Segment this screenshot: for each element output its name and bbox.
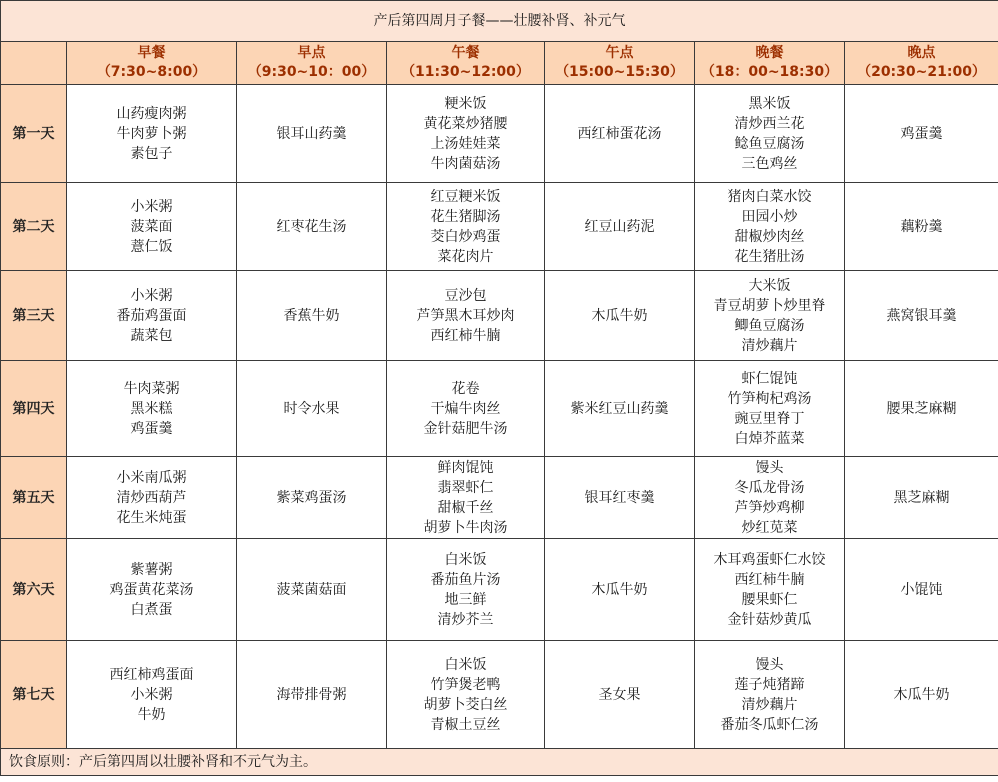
dish-item: 清炒藕片	[741, 696, 798, 713]
meal-cell-evening-snack	[845, 361, 998, 457]
dish-item: 冬瓜龙骨汤	[734, 479, 805, 496]
dish-item: 虾仁馄饨	[741, 370, 798, 387]
meal-cell-evening-snack	[845, 271, 998, 361]
meal-cell-evening-snack	[845, 539, 998, 641]
dish-item: 番茄鸡蛋面	[116, 307, 187, 324]
dish-item: 芦笋黑木耳炒肉	[416, 307, 515, 324]
dish-item: 青椒土豆丝	[430, 716, 501, 733]
dish-item: 紫薯粥	[130, 561, 173, 578]
meal-cell-dinner	[695, 85, 845, 183]
meal-cell-lunch	[387, 271, 545, 361]
meal-cell-lunch	[387, 539, 545, 641]
dish-item: 海带排骨粥	[276, 686, 347, 703]
column-header-lunch	[387, 42, 545, 85]
meal-cell-breakfast	[67, 539, 237, 641]
day-label: 第二天	[1, 183, 67, 271]
dish-item: 木瓜牛奶	[591, 581, 648, 598]
column-name: 晚餐	[755, 45, 784, 61]
dish-item: 金针菇炒黄瓜	[727, 611, 812, 628]
meal-cell-lunch	[387, 361, 545, 457]
dish-item: 牛奶	[137, 706, 166, 723]
meal-cell-breakfast	[67, 85, 237, 183]
column-header-evening-snack	[845, 42, 998, 85]
dish-item: 竹笋枸杞鸡汤	[727, 390, 812, 407]
day-label: 第七天	[1, 641, 67, 749]
day-row	[1, 641, 998, 749]
dish-item: 山药瘦肉粥	[116, 105, 187, 122]
dish-item: 花生猪脚汤	[430, 208, 501, 225]
dish-item: 白米饭	[444, 551, 487, 568]
dish-item: 金针菇肥牛汤	[423, 420, 508, 437]
dish-item: 蔬菜包	[130, 327, 173, 344]
meal-cell-evening-snack	[845, 183, 998, 271]
column-name: 午点	[605, 45, 634, 61]
dish-item: 木耳鸡蛋虾仁水饺	[713, 551, 826, 568]
column-name: 早点	[297, 45, 326, 61]
dish-item: 鸡蛋黄花菜汤	[109, 581, 194, 598]
column-time: （20:30~21:00）	[857, 64, 986, 80]
dish-item: 清炒藕片	[741, 337, 798, 354]
dish-item: 花生猪肚汤	[734, 248, 805, 265]
dish-item: 番茄鱼片汤	[430, 571, 501, 588]
dish-item: 大米饭	[748, 277, 791, 294]
meal-cell-morning-snack	[237, 457, 387, 539]
dish-item: 菠菜面	[130, 218, 173, 235]
dish-item: 鲫鱼豆腐汤	[734, 317, 805, 334]
dish-item: 黑芝麻糊	[893, 489, 950, 506]
meal-cell-evening-snack	[845, 641, 998, 749]
dish-item: 馒头	[755, 459, 784, 476]
meal-cell-dinner	[695, 457, 845, 539]
day-row	[1, 361, 998, 457]
dish-item: 腰果芝麻糊	[886, 400, 957, 417]
meal-cell-dinner	[695, 539, 845, 641]
dish-item: 翡翠虾仁	[437, 479, 494, 496]
dish-item: 木瓜牛奶	[591, 307, 648, 324]
dish-item: 胡萝卜牛肉汤	[423, 519, 508, 536]
column-header-breakfast	[67, 42, 237, 85]
day-label: 第三天	[1, 271, 67, 361]
dish-item: 鸡蛋羹	[130, 420, 173, 437]
dish-item: 银耳山药羹	[276, 125, 347, 142]
title-row	[1, 1, 998, 42]
dish-item: 鲜肉馄饨	[437, 459, 494, 476]
dish-item: 牛肉菜粥	[123, 380, 180, 397]
meal-cell-lunch	[387, 85, 545, 183]
dish-item: 花卷	[451, 380, 480, 397]
dish-item: 甜椒炒肉丝	[734, 228, 805, 245]
dish-item: 黑米饭	[748, 95, 791, 112]
day-row	[1, 457, 998, 539]
dish-item: 腰果虾仁	[741, 591, 798, 608]
dish-item: 猪肉白菜水饺	[727, 188, 812, 205]
dish-item: 时令水果	[283, 400, 340, 417]
page-title: 产后第四周月子餐——壮腰补肾、补元气	[1, 1, 998, 42]
meal-cell-lunch	[387, 457, 545, 539]
dish-item: 西红柿蛋花汤	[577, 125, 662, 142]
dish-item: 茭白炒鸡蛋	[430, 228, 501, 245]
column-header-dinner	[695, 42, 845, 85]
dish-item: 西红柿鸡蛋面	[109, 666, 194, 683]
dish-item: 牛肉萝卜粥	[116, 125, 187, 142]
meal-cell-morning-snack	[237, 183, 387, 271]
meal-cell-morning-snack	[237, 641, 387, 749]
dish-item: 牛肉菌菇汤	[430, 155, 501, 172]
dish-item: 花生米炖蛋	[116, 509, 187, 526]
column-time: （18：00~18:30）	[700, 64, 839, 80]
day-label: 第一天	[1, 85, 67, 183]
dish-item: 干煸牛肉丝	[430, 400, 501, 417]
meal-cell-lunch	[387, 641, 545, 749]
dish-item: 白米饭	[444, 656, 487, 673]
dish-item: 小米南瓜粥	[116, 469, 187, 486]
meal-cell-dinner	[695, 271, 845, 361]
column-time: （15:00~15:30）	[555, 64, 684, 80]
day-row	[1, 271, 998, 361]
dish-item: 竹笋煲老鸭	[430, 676, 501, 693]
dish-item: 地三鲜	[444, 591, 487, 608]
meal-cell-morning-snack	[237, 361, 387, 457]
dish-item: 小米粥	[130, 198, 173, 215]
day-label: 第五天	[1, 457, 67, 539]
dish-item: 豆沙包	[444, 287, 487, 304]
meal-cell-lunch	[387, 183, 545, 271]
dish-item: 红豆粳米饭	[430, 188, 501, 205]
dish-item: 西红柿牛腩	[430, 327, 501, 344]
meal-cell-dinner	[695, 641, 845, 749]
dish-item: 紫菜鸡蛋汤	[276, 489, 347, 506]
dish-item: 豌豆里脊丁	[734, 410, 805, 427]
column-time: （7:30~8:00）	[96, 64, 207, 80]
meal-cell-breakfast	[67, 271, 237, 361]
dish-item: 银耳红枣羹	[584, 489, 655, 506]
dish-item: 菜花肉片	[437, 248, 494, 265]
dish-item: 三色鸡丝	[741, 155, 798, 172]
dish-item: 粳米饭	[444, 95, 487, 112]
column-header-afternoon-snack	[545, 42, 695, 85]
meal-cell-breakfast	[67, 361, 237, 457]
dish-item: 木瓜牛奶	[893, 686, 950, 703]
dish-item: 芦笋炒鸡柳	[734, 499, 805, 516]
dish-item: 小米粥	[130, 686, 173, 703]
dish-item: 西红柿牛腩	[734, 571, 805, 588]
dish-item: 青豆胡萝卜炒里脊	[713, 297, 826, 314]
meal-cell-morning-snack	[237, 85, 387, 183]
dish-item: 清炒西葫芦	[116, 489, 187, 506]
dish-item: 香蕉牛奶	[283, 307, 340, 324]
meal-cell-breakfast	[67, 183, 237, 271]
footer-row	[1, 749, 998, 776]
day-row	[1, 539, 998, 641]
meal-cell-afternoon-snack	[545, 457, 695, 539]
meal-cell-afternoon-snack	[545, 271, 695, 361]
dish-item: 胡萝卜茭白丝	[423, 696, 508, 713]
header-row	[1, 42, 998, 85]
meal-cell-dinner	[695, 183, 845, 271]
meal-cell-evening-snack	[845, 85, 998, 183]
day-row	[1, 183, 998, 271]
meal-cell-breakfast	[67, 457, 237, 539]
dish-item: 上汤娃娃菜	[430, 135, 501, 152]
meal-cell-afternoon-snack	[545, 641, 695, 749]
dish-item: 炒红苋菜	[741, 519, 798, 536]
meal-cell-afternoon-snack	[545, 183, 695, 271]
column-name: 午餐	[451, 45, 480, 61]
column-time: （9:30~10：00）	[247, 64, 376, 80]
dish-item: 黄花菜炒猪腰	[423, 115, 508, 132]
dish-item: 圣女果	[598, 686, 641, 703]
dish-item: 清炒西兰花	[734, 115, 805, 132]
dish-item: 小馄饨	[900, 581, 943, 598]
dish-item: 素包子	[130, 145, 173, 162]
dish-item: 鸡蛋羹	[900, 125, 943, 142]
dish-item: 莲子炖猪蹄	[734, 676, 805, 693]
dish-item: 番茄冬瓜虾仁汤	[720, 716, 819, 733]
meal-cell-morning-snack	[237, 539, 387, 641]
dish-item: 白煮蛋	[130, 601, 173, 618]
day-row	[1, 85, 998, 183]
dish-item: 鲶鱼豆腐汤	[734, 135, 805, 152]
meal-cell-afternoon-snack	[545, 361, 695, 457]
dish-item: 红豆山药泥	[584, 218, 655, 235]
dish-item: 菠菜菌菇面	[276, 581, 347, 598]
column-header-morning-snack	[237, 42, 387, 85]
meal-cell-dinner	[695, 361, 845, 457]
dish-item: 白焯芥蓝菜	[734, 430, 805, 447]
column-name: 晚点	[907, 45, 936, 61]
dish-item: 藕粉羹	[900, 218, 943, 235]
dish-item: 馒头	[755, 656, 784, 673]
day-label: 第六天	[1, 539, 67, 641]
meal-cell-afternoon-snack	[545, 85, 695, 183]
dish-item: 燕窝银耳羹	[886, 307, 957, 324]
diet-principle-note: 饮食原则：产后第四周以壮腰补肾和不元气为主。	[1, 749, 998, 776]
dish-item: 田园小炒	[741, 208, 798, 225]
meal-cell-afternoon-snack	[545, 539, 695, 641]
day-label: 第四天	[1, 361, 67, 457]
meal-cell-breakfast	[67, 641, 237, 749]
meal-cell-morning-snack	[237, 271, 387, 361]
dish-item: 小米粥	[130, 287, 173, 304]
dish-item: 清炒芥兰	[437, 611, 494, 628]
dish-item: 红枣花生汤	[276, 218, 347, 235]
column-name: 早餐	[137, 45, 166, 61]
dish-item: 薏仁饭	[130, 238, 173, 255]
meal-cell-evening-snack	[845, 457, 998, 539]
dish-item: 黑米糕	[130, 400, 173, 417]
header-corner	[1, 42, 67, 85]
dish-item: 紫米红豆山药羹	[570, 400, 669, 417]
column-time: （11:30~12:00）	[401, 64, 530, 80]
dish-item: 甜椒千丝	[437, 499, 494, 516]
